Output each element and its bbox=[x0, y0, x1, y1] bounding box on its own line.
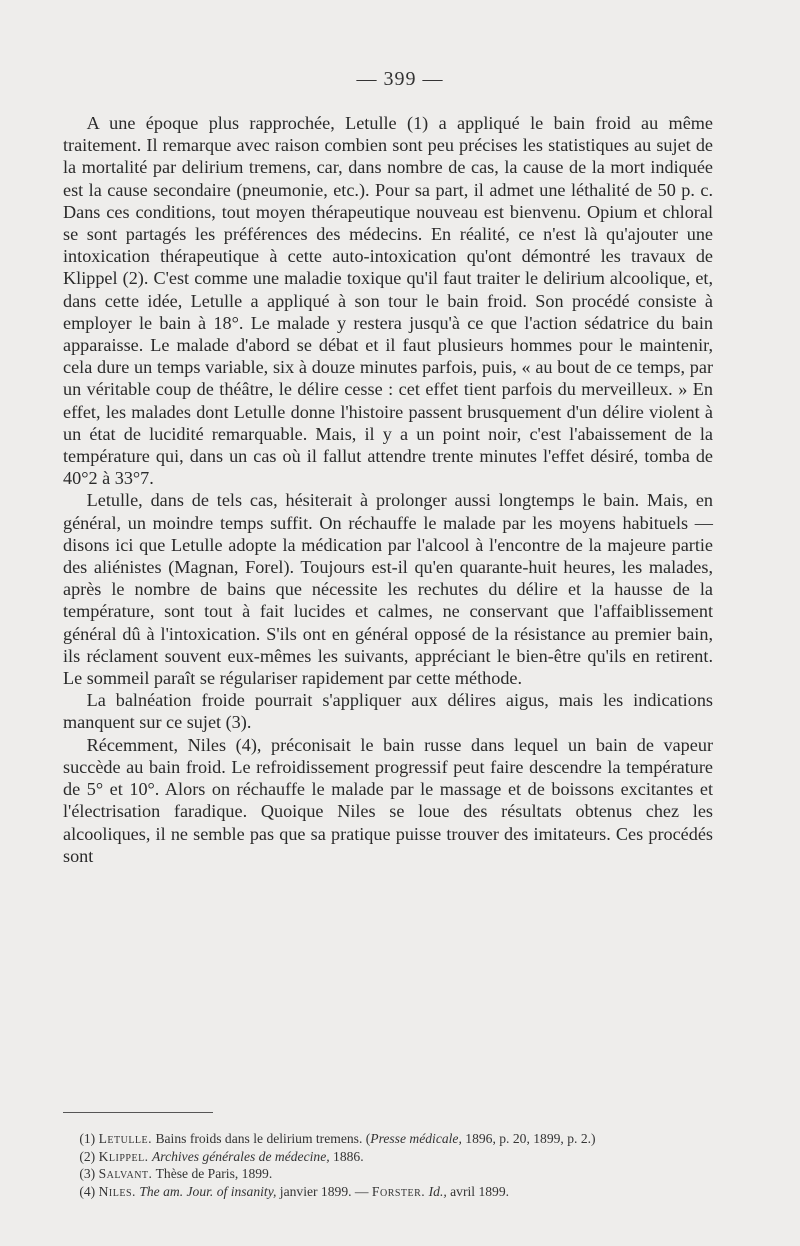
footnote-author-2: Forster. bbox=[371, 1183, 426, 1199]
footnote bbox=[63, 1130, 713, 1148]
footnote-source: The am. Jour. of insanity, bbox=[139, 1183, 277, 1199]
footnote-source: Archives générales de médecine, bbox=[151, 1148, 330, 1164]
footnote-source: Presse médicale, bbox=[370, 1131, 462, 1146]
footnotes bbox=[63, 1130, 713, 1200]
footnote-mark: (3) bbox=[79, 1166, 96, 1182]
footnote bbox=[63, 1165, 713, 1183]
footnote-mark: (2) bbox=[79, 1148, 96, 1164]
footnote-mark: (1) bbox=[79, 1131, 96, 1146]
paragraph: Letulle, dans de tels cas, hésiterait à prolonger aussi longtemps le bain. Mais, en général, un moindre temps suffit. On réchauffe le malade par les moyens habituels — disons ici que Letulle adopte la médication par l'alcool à l'encontre de la majeure partie des aliénistes (Magnan, Forel). Toujours est-il qu'en quarante-huit heures, les malades, après le nombre de bains que nécessite les rechutes du délire et la hausse de la température, sont tout à fait lucides et calmes, ne conservant que l'affaiblissement général dû à l'intoxication. S'ils ont en général opposé de la résistance au premier bain, ils réclament souvent eux-mêmes les suivants, appréciant le bien-être qu'ils en retirent. Le sommeil paraît se régulariser rapidement par cette méthode. bbox=[63, 490, 713, 689]
footnote-text-mid: janvier 1899. — bbox=[276, 1183, 372, 1199]
footnote-author: Letulle. bbox=[98, 1131, 153, 1146]
footnote-separator bbox=[63, 1112, 213, 1113]
paragraph: La balnéation froide pourrait s'appliquer aux délires aigus, mais les indications manquent sur ce sujet (3). bbox=[63, 690, 713, 733]
footnote-text-end: 1886. bbox=[329, 1148, 364, 1164]
footnote-text-end: avril 1899. bbox=[446, 1183, 510, 1199]
footnote bbox=[63, 1148, 713, 1166]
footnote-mark: (4) bbox=[79, 1183, 96, 1199]
footnote-author: Salvant. bbox=[98, 1166, 153, 1182]
footnote bbox=[63, 1183, 713, 1201]
paragraph: A une époque plus rapprochée, Letulle (1) a appliqué le bain froid au même traitement. Il remarque avec raison combien sont peu précises les statistiques au sujet de la mortalité par delirium tremens, car, dans nombre de cas, la cause de la mort indiquée est la cause secondaire (pneumonie, etc.). Pour sa part, il admet une léthalité de 50 p. c. Dans ces conditions, tout moyen thérapeutique nouveau est bienvenu. Opium et chloral se sont partagés les préférences des médecins. En réalité, ce n'est là qu'ajouter une intoxication thérapeutique à cette auto-intoxication qu'ont démontré les travaux de Klippel (2). C'est comme une maladie toxique qu'il faut traiter le delirium alcoolique, et, dans cette idée, Letulle a appliqué à son tour le bain froid. Son procédé consiste à employer le bain à 18°. Le malade y restera jusqu'à ce que l'action sédatrice du bain apparaisse. Le malade d'abord se débat et il faut plusieurs hommes pour le maintenir, cela dure un temps variable, six à douze minutes parfois, puis, « au bout de ce temps, par un véritable coup de théâtre, le délire cesse : cet effet tient parfois du merveilleux. » En effet, les malades dont Letulle donne l'histoire passent brusquement d'un délire violent à un état de lucidité remarquable. Mais, il y a un point noir, c'est l'abaissement de la température qui, dans un cas où il fallut attendre trente minutes l'effet désiré, tomba de 40°2 à 33°7. bbox=[63, 113, 713, 489]
footnote-text: Thèse de Paris, 1899. bbox=[155, 1166, 273, 1182]
paragraph: Récemment, Niles (4), préconisait le bain russe dans lequel un bain de vapeur succède au bain froid. Le refroidissement progressif peut faire descendre la température de 5° et 10°. Alors on réchauffe le malade par le massage et de boissons excitantes et l'électrisation faradique. Quoique Niles se loue des résultats obtenus chez les alcooliques, il ne semble pas que sa pratique puisse trouver des imitateurs. Ces procédés sont bbox=[63, 734, 713, 866]
footnote-author: Niles. bbox=[98, 1183, 136, 1199]
footnote-text-end: 1896, p. 20, 1899, p. 2.) bbox=[461, 1131, 596, 1146]
footnote-text: Bains froids dans le delirium tremens. ( bbox=[155, 1131, 371, 1146]
footnote-author: Klippel. bbox=[98, 1148, 149, 1164]
footnote-source-2: Id., bbox=[428, 1183, 447, 1199]
body-text bbox=[63, 112, 713, 867]
page-number: — 399 — bbox=[356, 68, 444, 90]
